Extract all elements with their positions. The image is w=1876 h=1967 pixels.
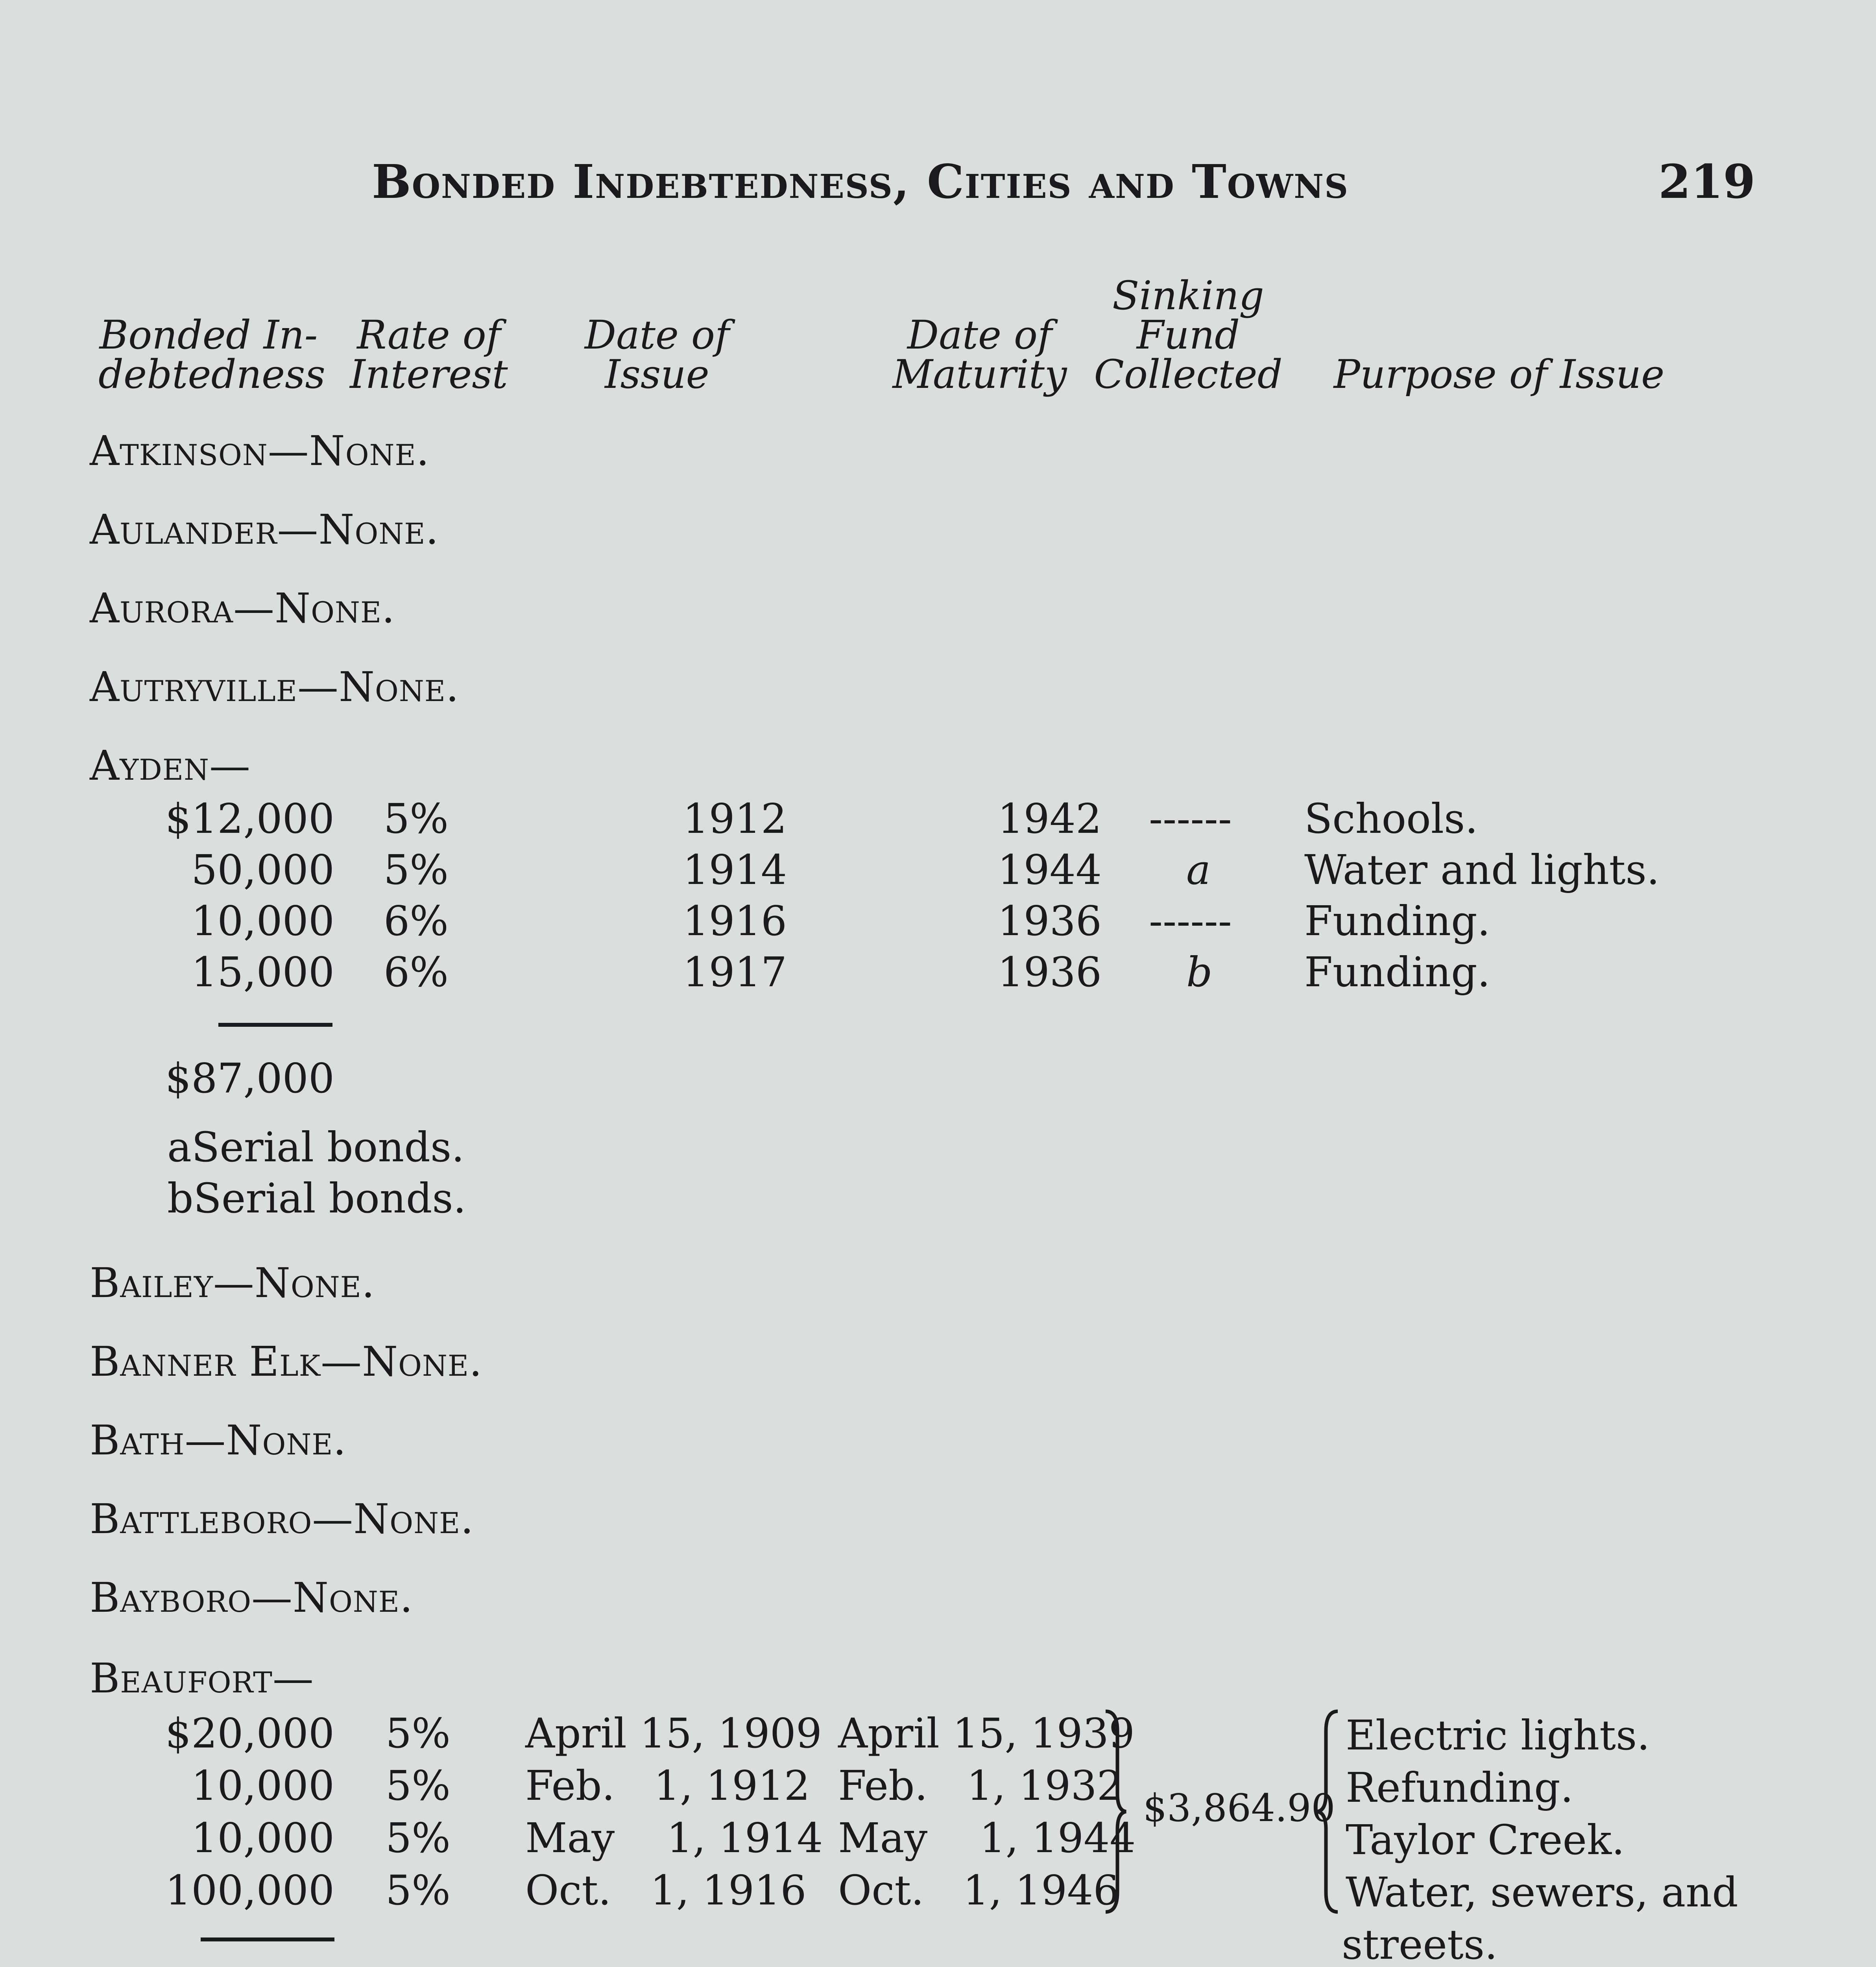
col-head-purpose: Purpose of Issue <box>1333 351 1665 397</box>
town-atkinson: Atkinson—None. <box>90 427 430 475</box>
col-head-rate: Rate of Interest <box>350 312 508 397</box>
amount: 10,000 <box>191 897 334 945</box>
page-title: Bonded Indebtedness, Cities and Towns <box>372 154 1349 209</box>
amount: 100,000 <box>165 1866 334 1914</box>
page-number: 219 <box>1658 154 1756 209</box>
town-battleboro: Battleboro—None. <box>90 1495 474 1543</box>
issue-date: April 15, 1909 <box>525 1709 822 1757</box>
issue-date: Oct. 1, 1916 <box>525 1866 807 1914</box>
rate: 6% <box>384 897 449 945</box>
amount: 10,000 <box>191 1814 334 1862</box>
rate: 5% <box>386 1762 451 1810</box>
maturity-date: 1942 <box>997 795 1102 843</box>
town-banner-elk: Banner Elk—None. <box>90 1338 483 1386</box>
rate: 5% <box>386 1814 451 1862</box>
ayden-total: $87,000 <box>165 1054 334 1102</box>
sinking-fund: ------ <box>1149 897 1232 945</box>
town-beaufort: Beaufort— <box>90 1654 314 1702</box>
town-ayden: Ayden— <box>90 742 251 790</box>
maturity-date: April 15, 1939 <box>838 1709 1135 1757</box>
sinking-fund: a <box>1186 846 1211 894</box>
total-rule <box>201 1937 334 1941</box>
sinking-fund: b <box>1186 948 1213 996</box>
col-head-sinking: Sinking Fund Collected <box>1094 273 1283 397</box>
issue-date: May 1, 1914 <box>525 1814 823 1862</box>
maturity-date: Feb. 1, 1932 <box>838 1762 1123 1810</box>
town-aurora: Aurora—None. <box>90 584 395 632</box>
purpose: Water, sewers, and <box>1346 1868 1738 1916</box>
amount: $20,000 <box>165 1709 334 1757</box>
amount: 10,000 <box>191 1762 334 1810</box>
town-bayboro: Bayboro—None. <box>90 1574 414 1622</box>
rate: 5% <box>386 1709 451 1757</box>
purpose: Taylor Creek. <box>1346 1816 1625 1864</box>
rate: 5% <box>384 846 449 894</box>
issue-date: 1916 <box>683 897 787 945</box>
purpose: Water and lights. <box>1304 846 1660 894</box>
purpose: Funding. <box>1304 897 1490 945</box>
left-brace <box>1314 1707 1342 1916</box>
issue-date: 1914 <box>683 846 787 894</box>
total-rule <box>218 1023 332 1027</box>
town-bath: Bath—None. <box>90 1416 347 1464</box>
col-head-maturity: Date of Maturity <box>892 312 1067 397</box>
purpose: Schools. <box>1304 795 1478 843</box>
amount: 50,000 <box>191 846 334 894</box>
town-autryville: Autryville—None. <box>90 663 460 711</box>
rate: 5% <box>386 1866 451 1914</box>
amount: 15,000 <box>191 948 334 996</box>
purpose: Refunding. <box>1346 1764 1573 1812</box>
sinking-fund: ------ <box>1149 795 1232 843</box>
beaufort-purpose-cont: streets. <box>1342 1921 1498 1967</box>
maturity-date: 1936 <box>997 897 1102 945</box>
maturity-date: Oct. 1, 1946 <box>838 1866 1119 1914</box>
right-brace <box>1102 1707 1129 1916</box>
issue-date: 1917 <box>683 948 787 996</box>
rate: 5% <box>384 795 449 843</box>
maturity-date: 1944 <box>997 846 1102 894</box>
maturity-date: 1936 <box>997 948 1102 996</box>
town-aulander: Aulander—None. <box>90 506 439 554</box>
beaufort-sinking: $3,864.90 <box>1143 1786 1335 1830</box>
rate: 6% <box>384 948 449 996</box>
ayden-note-a: aSerial bonds. <box>167 1123 465 1171</box>
maturity-date: May 1, 1944 <box>838 1814 1136 1862</box>
purpose: Electric lights. <box>1346 1711 1650 1759</box>
col-head-issue: Date of Issue <box>584 312 730 397</box>
issue-date: 1912 <box>683 795 787 843</box>
purpose: Funding. <box>1304 948 1490 996</box>
col-head-bonded: Bonded In- debtedness <box>98 312 325 397</box>
amount: $12,000 <box>165 795 334 843</box>
town-bailey: Bailey—None. <box>90 1259 375 1307</box>
issue-date: Feb. 1, 1912 <box>525 1762 810 1810</box>
ayden-note-b: bSerial bonds. <box>167 1174 466 1222</box>
